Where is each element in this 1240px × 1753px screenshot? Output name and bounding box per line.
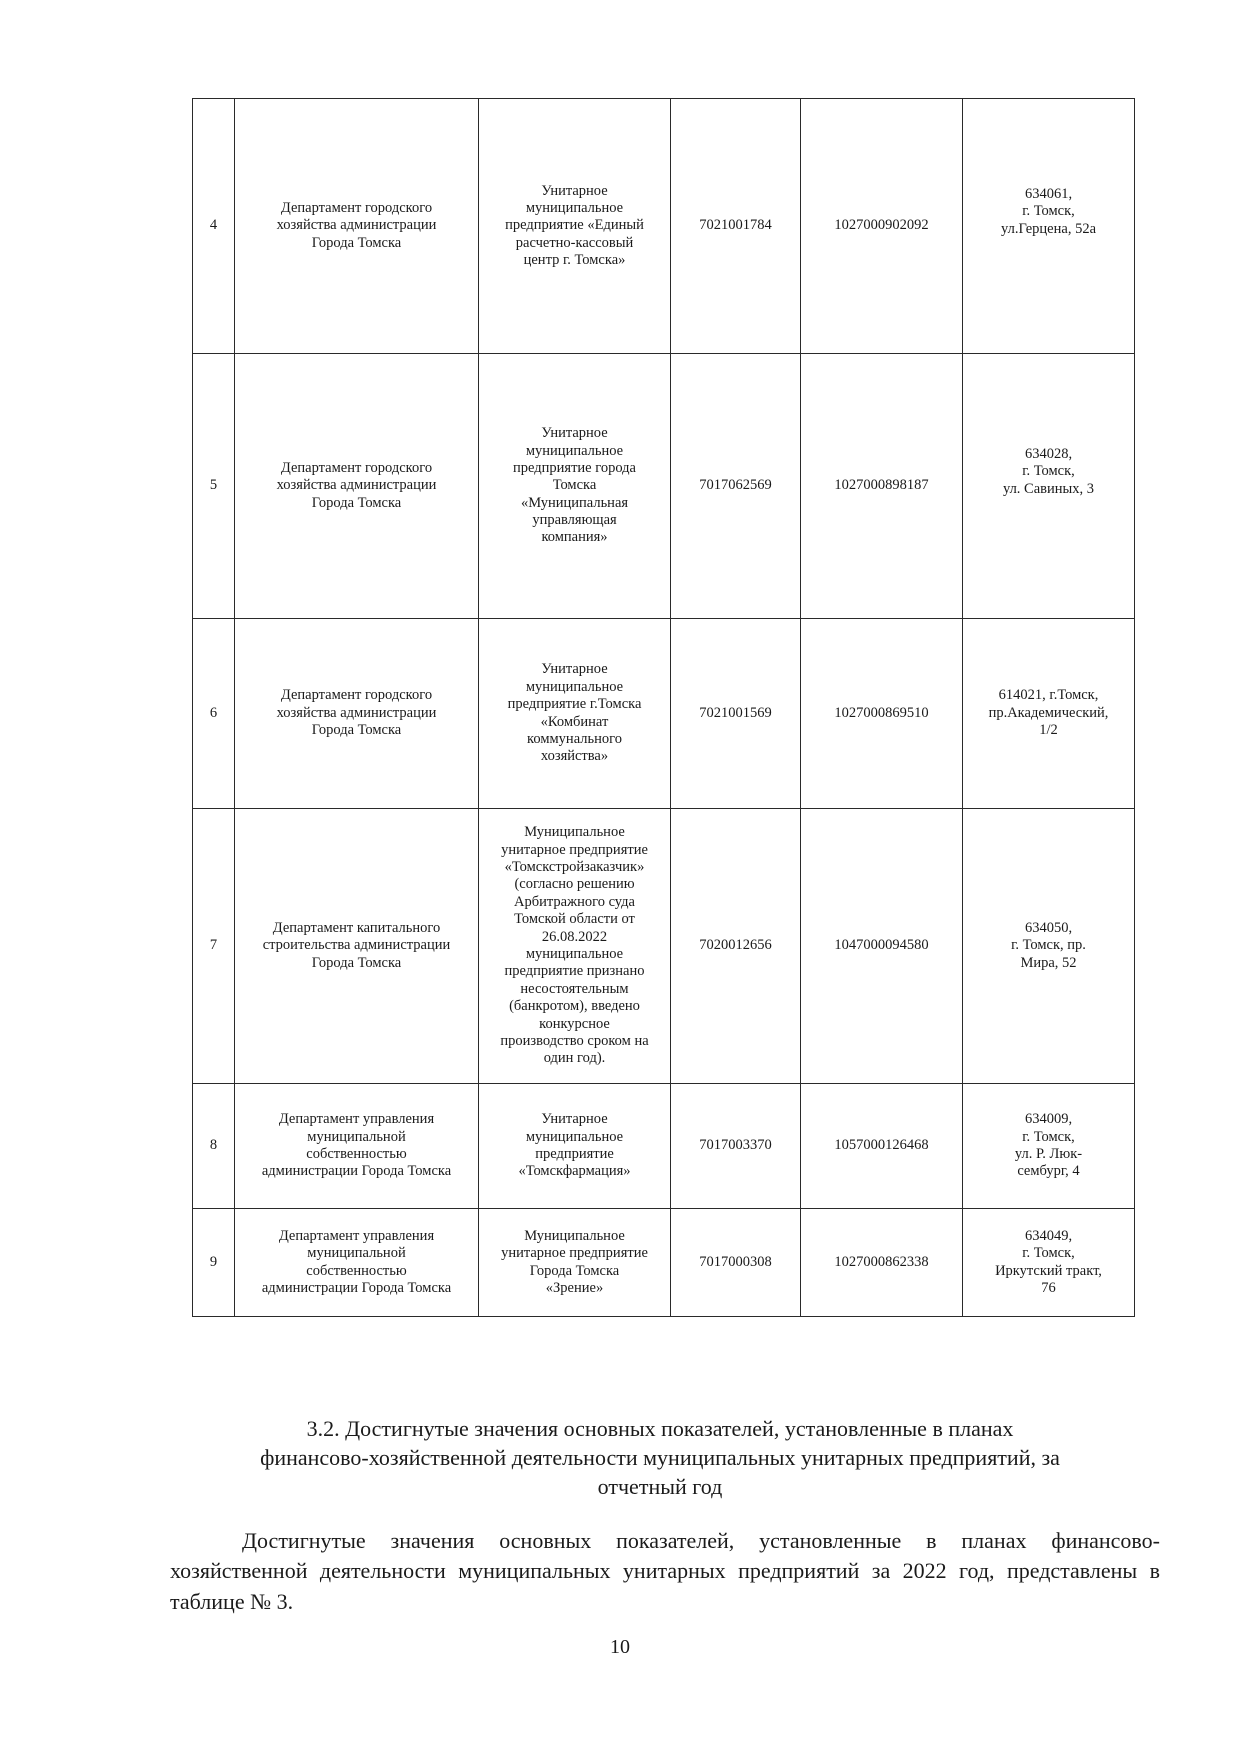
inn-cell: 7017003370 — [671, 1084, 801, 1209]
ogrn-cell: 1027000869510 — [801, 619, 963, 809]
enterprise-cell: Унитарное муниципальное предприятие «Томскфармация» — [479, 1084, 671, 1209]
department-cell: Департамент городского хозяйства администрации Города Томска — [235, 619, 479, 809]
table-row — [193, 1084, 1135, 1209]
row-number: 9 — [193, 1209, 235, 1317]
address-cell: 634049, г. Томск, Иркутский тракт, 76 — [963, 1209, 1135, 1317]
row-number: 6 — [193, 619, 235, 809]
department-cell: Департамент управления муниципальной собственностью администрации Города Томска — [235, 1209, 479, 1317]
ogrn-cell: 1057000126468 — [801, 1084, 963, 1209]
enterprise-cell: Унитарное муниципальное предприятие города Томска «Муниципальная управляющая компания» — [479, 354, 671, 619]
ogrn-cell: 1027000902092 — [801, 99, 963, 354]
table-row — [193, 809, 1135, 1084]
address-cell: 634061, г. Томск, ул.Герцена, 52а — [963, 99, 1135, 354]
address-cell: 614021, г.Томск, пр.Академический, 1/2 — [963, 619, 1135, 809]
paragraph-text: Достигнутые значения основных показателей, установленные в планах финансово-хозяйственной деятельности муниципальных унитарных предприятий за 2022 год, представлены в таблице № 3. — [170, 1528, 1160, 1614]
enterprise-cell: Муниципальное унитарное предприятие «Томскстройзаказчик» (согласно решению Арбитражного суда Томской области от 26.08.2022 муниципальное предприятие признано несостоятельным (банкротом), введено конкурсное производство сроком на один год). — [479, 809, 671, 1084]
heading-line: отчетный год — [597, 1474, 723, 1500]
heading-line: 3.2. Достигнутые значения основных показателей, установленные в планах — [306, 1416, 1014, 1441]
department-cell: Департамент управления муниципальной собственностью администрации Города Томска — [235, 1084, 479, 1209]
table-row — [193, 354, 1135, 619]
enterprises-table-wrap — [192, 98, 1134, 1317]
table-row — [193, 1209, 1135, 1317]
department-cell: Департамент капитального строительства администрации Города Томска — [235, 809, 479, 1084]
row-number: 8 — [193, 1084, 235, 1209]
heading-line: финансово-хозяйственной деятельности муниципальных унитарных предприятий, за — [260, 1445, 1060, 1471]
enterprise-cell: Унитарное муниципальное предприятие г.Томска «Комбинат коммунального хозяйства» — [479, 619, 671, 809]
table-row — [193, 619, 1135, 809]
inn-cell: 7021001784 — [671, 99, 801, 354]
inn-cell: 7017062569 — [671, 354, 801, 619]
inn-cell: 7020012656 — [671, 809, 801, 1084]
enterprise-cell: Муниципальное унитарное предприятие Города Томска «Зрение» — [479, 1209, 671, 1317]
enterprise-cell: Унитарное муниципальное предприятие «Единый расчетно-кассовый центр г. Томска» — [479, 99, 671, 354]
body-paragraph — [170, 1526, 1160, 1617]
address-cell: 634009, г. Томск, ул. Р. Люк- сембург, 4 — [963, 1084, 1135, 1209]
ogrn-cell: 1047000094580 — [801, 809, 963, 1084]
inn-cell: 7017000308 — [671, 1209, 801, 1317]
address-cell: 634028, г. Томск, ул. Савиных, 3 — [963, 354, 1135, 619]
ogrn-cell: 1027000862338 — [801, 1209, 963, 1317]
page-number: 10 — [610, 1636, 630, 1658]
section-heading — [210, 1414, 1110, 1501]
row-number: 5 — [193, 354, 235, 619]
address-cell: 634050, г. Томск, пр. Мира, 52 — [963, 809, 1135, 1084]
enterprises-table — [192, 98, 1135, 1317]
table-row — [193, 99, 1135, 354]
department-cell: Департамент городского хозяйства администрации Города Томска — [235, 354, 479, 619]
row-number: 4 — [193, 99, 235, 354]
row-number: 7 — [193, 809, 235, 1084]
inn-cell: 7021001569 — [671, 619, 801, 809]
ogrn-cell: 1027000898187 — [801, 354, 963, 619]
department-cell: Департамент городского хозяйства администрации Города Томска — [235, 99, 479, 354]
